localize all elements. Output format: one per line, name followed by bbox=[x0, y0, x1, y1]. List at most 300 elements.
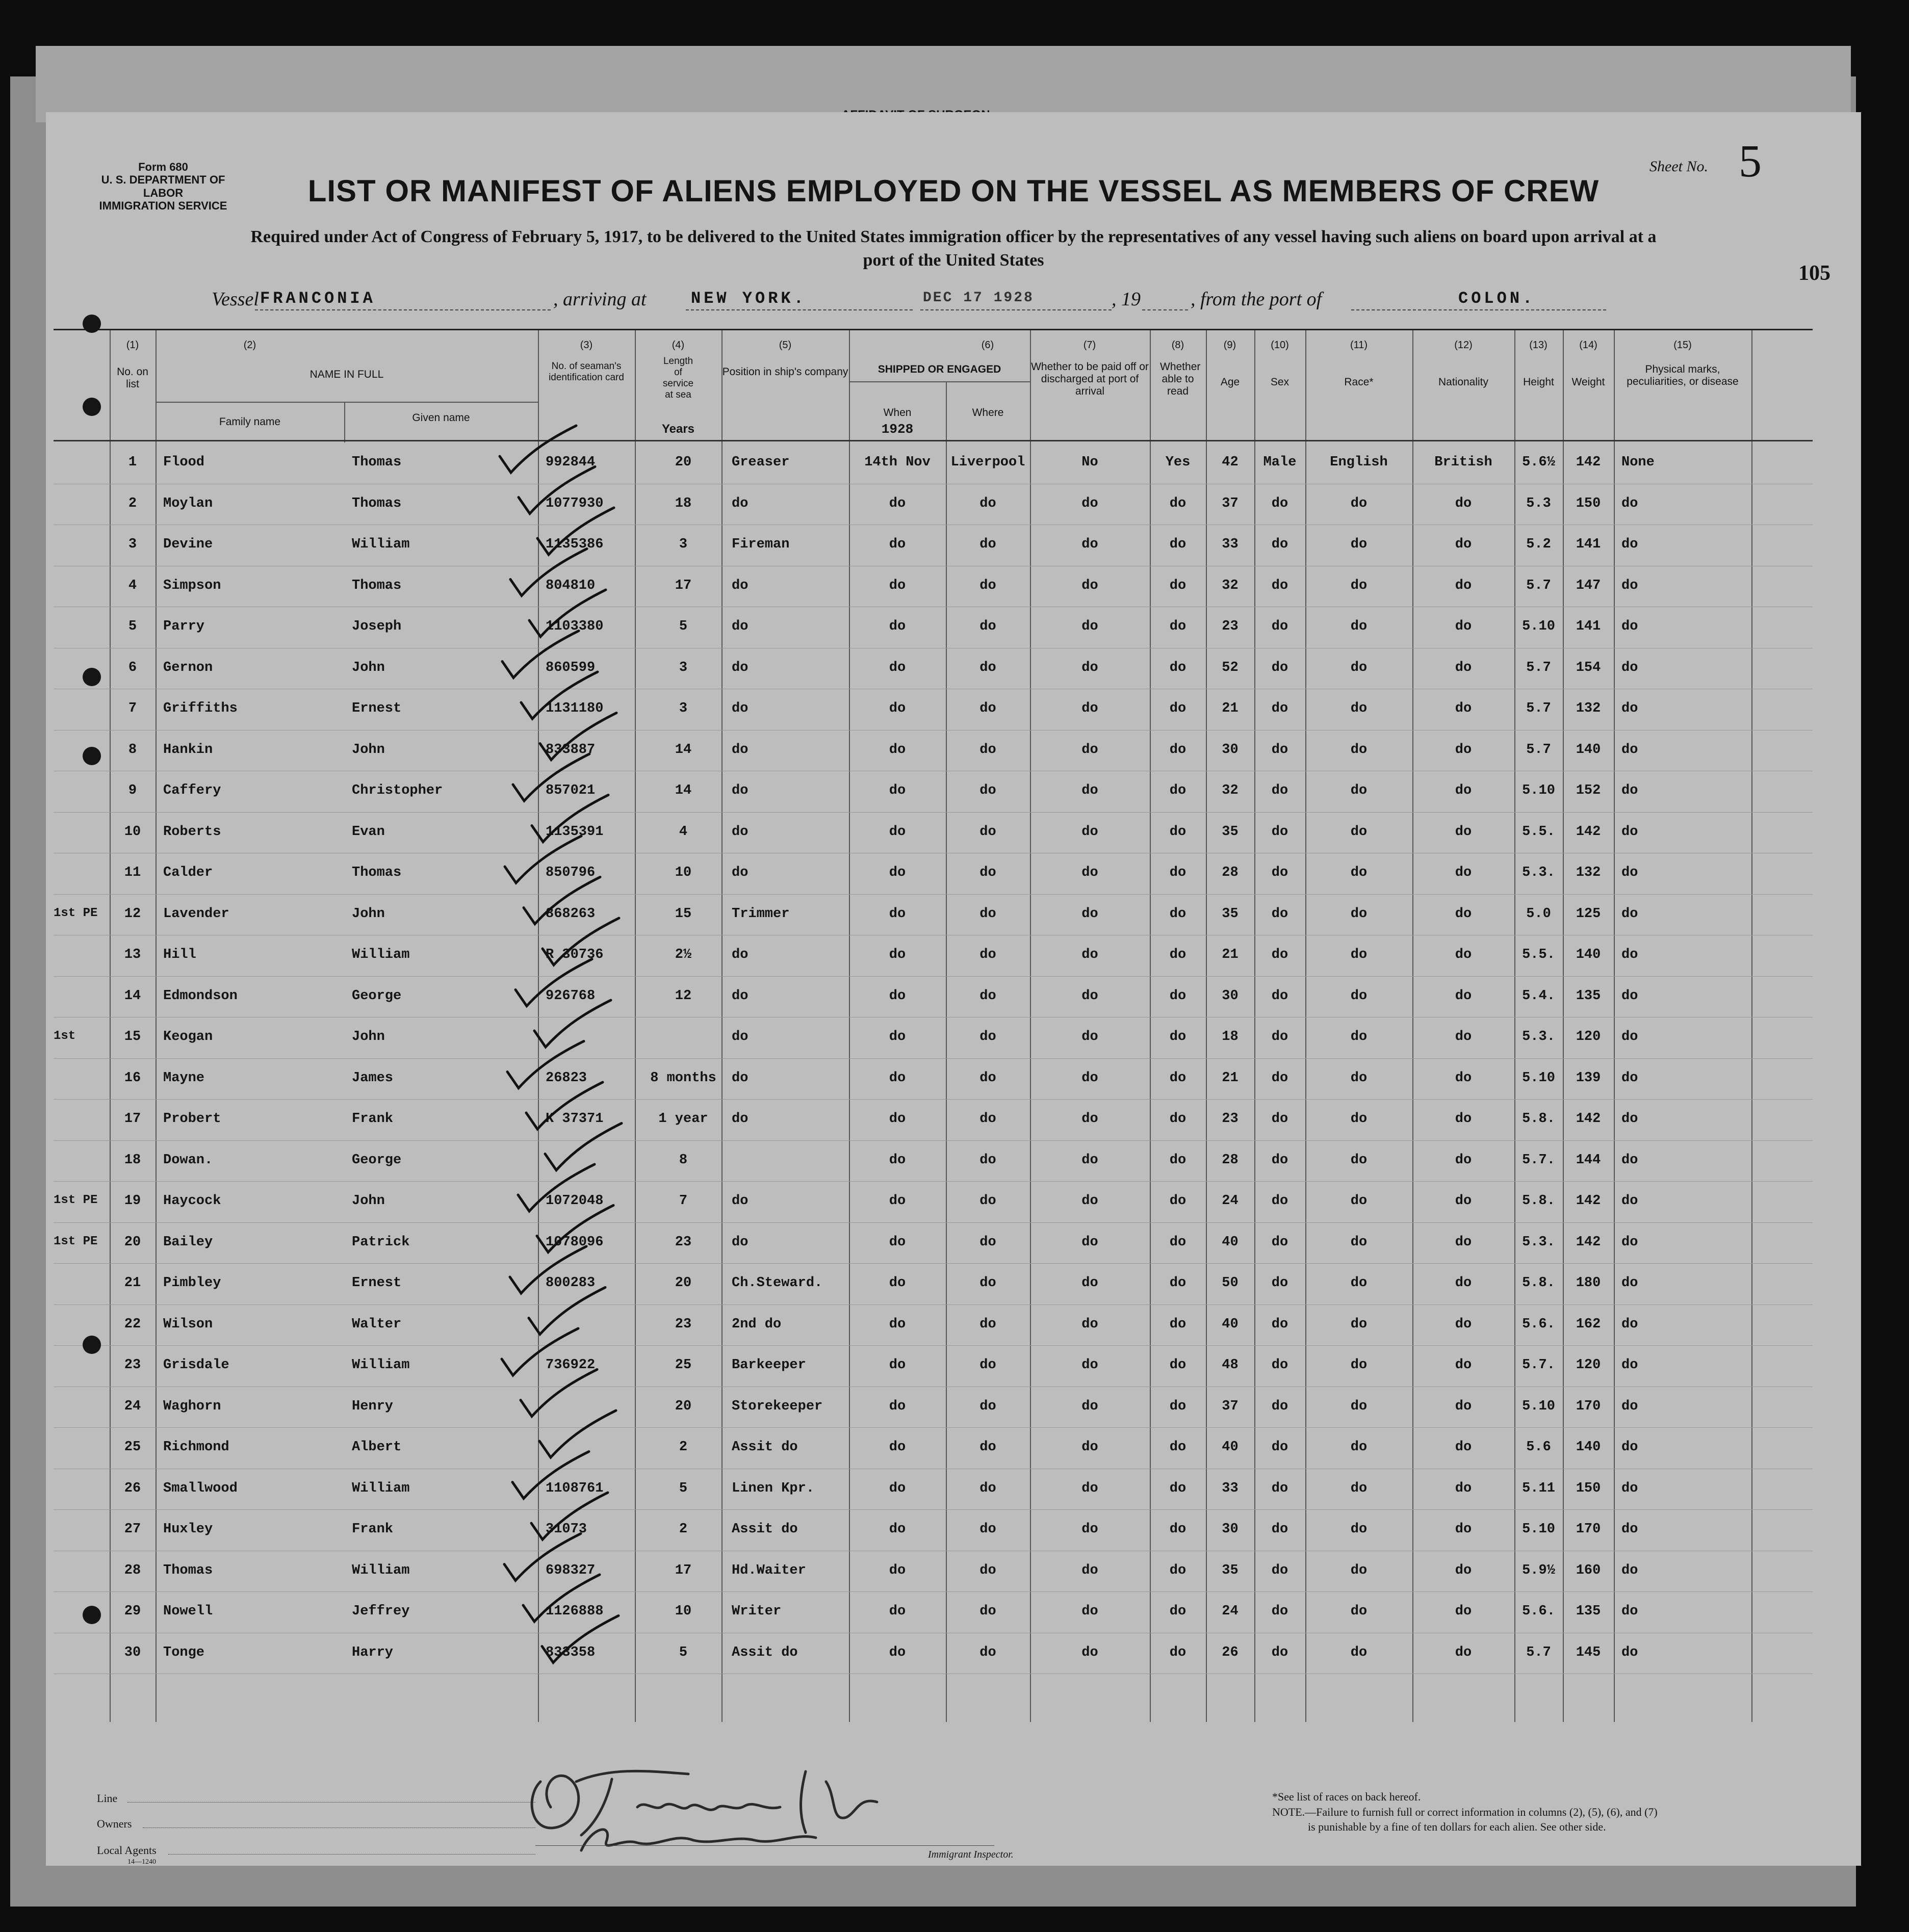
ship-position: Storekeeper bbox=[732, 1398, 823, 1414]
physical-marks: do bbox=[1621, 947, 1638, 962]
age: 28 bbox=[1222, 1152, 1239, 1168]
ship-position: do bbox=[732, 701, 749, 716]
able-to-read: do bbox=[1169, 742, 1186, 758]
family-name: Calder bbox=[163, 865, 213, 880]
weight: 135 bbox=[1576, 988, 1601, 1004]
race: do bbox=[1350, 947, 1368, 962]
sex: do bbox=[1271, 1440, 1288, 1455]
height: 5.3. bbox=[1522, 865, 1555, 880]
able-to-read: do bbox=[1169, 701, 1186, 716]
paid-off: do bbox=[1081, 947, 1098, 962]
given-name: Albert bbox=[352, 1440, 402, 1455]
vessel-name: FRANCONIA bbox=[260, 289, 376, 308]
shipped-when: do bbox=[889, 906, 906, 922]
length-of-service: 2 bbox=[679, 1440, 688, 1455]
column-number: (1) bbox=[126, 340, 139, 351]
seaman-card-number: 1135386 bbox=[546, 537, 604, 552]
physical-marks: do bbox=[1621, 865, 1638, 880]
row-number: 12 bbox=[124, 906, 141, 922]
paid-off: do bbox=[1081, 537, 1098, 552]
shipped-when: do bbox=[889, 824, 906, 840]
header-race: Race* bbox=[1344, 376, 1374, 388]
physical-marks: do bbox=[1621, 742, 1638, 758]
shipped-where: do bbox=[979, 783, 996, 798]
race: do bbox=[1350, 1152, 1368, 1168]
shipped-when: do bbox=[889, 1275, 906, 1291]
header-given-name: Given name bbox=[412, 412, 470, 424]
age: 40 bbox=[1222, 1234, 1239, 1250]
shipped-where: do bbox=[979, 1234, 996, 1250]
age: 37 bbox=[1222, 495, 1239, 511]
length-of-service: 2 bbox=[679, 1522, 688, 1537]
shipped-when: do bbox=[889, 1644, 906, 1660]
checkmark bbox=[523, 1575, 600, 1622]
physical-marks: do bbox=[1621, 1111, 1638, 1127]
row-number: 22 bbox=[124, 1316, 141, 1332]
shipped-when: do bbox=[889, 701, 906, 716]
row-number: 4 bbox=[128, 578, 137, 593]
seaman-card-number: 1077930 bbox=[546, 495, 604, 511]
nationality: do bbox=[1455, 1111, 1472, 1127]
ship-position: Fireman bbox=[732, 537, 790, 552]
family-name: Griffiths bbox=[163, 701, 238, 716]
shipped-where: do bbox=[979, 1398, 996, 1414]
weight: 140 bbox=[1576, 947, 1601, 962]
shipped-when: do bbox=[889, 1522, 906, 1537]
checkmark bbox=[545, 1124, 622, 1170]
race: do bbox=[1350, 619, 1368, 634]
shipped-where: do bbox=[979, 1440, 996, 1455]
given-name: Thomas bbox=[352, 865, 402, 880]
paid-off: do bbox=[1081, 1604, 1098, 1619]
family-name: Smallwood bbox=[163, 1480, 238, 1496]
shipped-where: do bbox=[979, 1070, 996, 1086]
column-number: (9) bbox=[1223, 340, 1236, 351]
shipped-where: do bbox=[979, 701, 996, 716]
family-name: Thomas bbox=[163, 1562, 213, 1578]
weight: 180 bbox=[1576, 1275, 1601, 1291]
height: 5.2 bbox=[1526, 537, 1551, 552]
shipped-where: do bbox=[979, 660, 996, 675]
ship-position: 2nd do bbox=[732, 1316, 782, 1332]
shipped-where: do bbox=[979, 742, 996, 758]
race: do bbox=[1350, 495, 1368, 511]
nationality: do bbox=[1455, 1070, 1472, 1086]
family-name: Lavender bbox=[163, 906, 229, 922]
nationality: do bbox=[1455, 824, 1472, 840]
given-name: George bbox=[352, 1152, 402, 1168]
shipped-where: do bbox=[979, 1029, 996, 1045]
weight: 125 bbox=[1576, 906, 1601, 922]
weight: 170 bbox=[1576, 1522, 1601, 1537]
row-number: 23 bbox=[124, 1357, 141, 1373]
subtitle-line-1: Required under Act of Congress of February 5, 1917, to be delivered to the United States immigration officer by the representatives of any vessel having such aliens on board upon arrival at a bbox=[250, 227, 1657, 246]
physical-marks: do bbox=[1621, 1398, 1638, 1414]
nationality: do bbox=[1455, 1522, 1472, 1537]
weight: 162 bbox=[1576, 1316, 1601, 1332]
shipped-when: 14th Nov bbox=[864, 455, 931, 470]
sex: do bbox=[1271, 1480, 1288, 1496]
row-number: 18 bbox=[124, 1152, 141, 1168]
age: 21 bbox=[1222, 701, 1239, 716]
given-name: Thomas bbox=[352, 495, 402, 511]
nationality: do bbox=[1455, 619, 1472, 634]
header-nationality: Nationality bbox=[1438, 376, 1489, 388]
seaman-card-number: 926768 bbox=[546, 988, 596, 1004]
seaman-card-number: R 30736 bbox=[546, 947, 604, 962]
shipped-when: do bbox=[889, 660, 906, 675]
shipped-where: do bbox=[979, 1480, 996, 1496]
physical-marks: do bbox=[1621, 1604, 1638, 1619]
ship-position: do bbox=[732, 1070, 749, 1086]
paid-off: do bbox=[1081, 1234, 1098, 1250]
sex: do bbox=[1271, 1522, 1288, 1537]
header-name-in-full: NAME IN FULL bbox=[309, 369, 384, 380]
able-to-read: do bbox=[1169, 1562, 1186, 1578]
shipped-where: Liverpool bbox=[950, 455, 1025, 470]
family-name: Tonge bbox=[163, 1644, 205, 1660]
height: 5.8. bbox=[1522, 1193, 1555, 1209]
weight: 132 bbox=[1576, 701, 1601, 716]
nationality: do bbox=[1455, 1480, 1472, 1496]
paid-off: do bbox=[1081, 578, 1098, 593]
able-to-read: do bbox=[1169, 1152, 1186, 1168]
column-number: (10) bbox=[1271, 340, 1289, 351]
age: 40 bbox=[1222, 1440, 1239, 1455]
row-number: 13 bbox=[124, 947, 141, 962]
weight: 120 bbox=[1576, 1029, 1601, 1045]
length-of-service: 5 bbox=[679, 1480, 688, 1496]
given-name: William bbox=[352, 1357, 410, 1373]
family-name: Keogan bbox=[163, 1029, 213, 1045]
year-label: , 19 bbox=[1112, 289, 1141, 310]
able-to-read: do bbox=[1169, 1644, 1186, 1660]
checkmark bbox=[521, 1370, 597, 1417]
able-to-read: do bbox=[1169, 495, 1186, 511]
column-number: (2) bbox=[243, 340, 256, 351]
sex: do bbox=[1271, 906, 1288, 922]
height: 5.7. bbox=[1522, 1357, 1555, 1373]
header-sex: Sex bbox=[1270, 376, 1289, 388]
physical-marks: do bbox=[1621, 783, 1638, 798]
family-name: Huxley bbox=[163, 1522, 213, 1537]
length-of-service: 10 bbox=[675, 865, 692, 880]
able-to-read: do bbox=[1169, 1316, 1186, 1332]
family-name: Hill bbox=[163, 947, 196, 962]
physical-marks: do bbox=[1621, 1070, 1638, 1086]
weight: 160 bbox=[1576, 1562, 1601, 1578]
seaman-card-number: 992844 bbox=[546, 455, 596, 470]
header-no-on-list: No. on list bbox=[117, 366, 148, 390]
sex: do bbox=[1271, 1029, 1288, 1045]
physical-marks: do bbox=[1621, 824, 1638, 840]
sex: do bbox=[1271, 1070, 1288, 1086]
physical-marks: do bbox=[1621, 1152, 1638, 1168]
shipped-when: do bbox=[889, 1562, 906, 1578]
given-name: James bbox=[352, 1070, 394, 1086]
sex: do bbox=[1271, 783, 1288, 798]
age: 33 bbox=[1222, 537, 1239, 552]
margin-note: 1st PE bbox=[54, 906, 98, 920]
age: 30 bbox=[1222, 742, 1239, 758]
nationality: do bbox=[1455, 1152, 1472, 1168]
row-number: 7 bbox=[128, 701, 137, 716]
row-number: 21 bbox=[124, 1275, 141, 1291]
race: do bbox=[1350, 1562, 1368, 1578]
age: 23 bbox=[1222, 1111, 1239, 1127]
length-of-service: 17 bbox=[675, 1562, 692, 1578]
age: 21 bbox=[1222, 1070, 1239, 1086]
ship-position: do bbox=[732, 1193, 749, 1209]
checkmark bbox=[529, 590, 606, 637]
margin-note: 1st PE bbox=[54, 1234, 98, 1248]
shipped-when: do bbox=[889, 495, 906, 511]
paid-off: No bbox=[1081, 455, 1098, 470]
row-number: 5 bbox=[128, 619, 137, 634]
paid-off: do bbox=[1081, 742, 1098, 758]
paid-off: do bbox=[1081, 619, 1098, 634]
length-of-service: 12 bbox=[675, 988, 692, 1004]
weight: 144 bbox=[1576, 1152, 1601, 1168]
physical-marks: do bbox=[1621, 1562, 1638, 1578]
sex: do bbox=[1271, 865, 1288, 880]
checkmark bbox=[524, 877, 600, 924]
age: 52 bbox=[1222, 660, 1239, 675]
age: 23 bbox=[1222, 619, 1239, 634]
shipped-when: do bbox=[889, 1070, 906, 1086]
physical-marks: do bbox=[1621, 537, 1638, 552]
seaman-card-number: 804810 bbox=[546, 578, 596, 593]
manifest-page bbox=[46, 112, 1861, 1866]
given-name: Harry bbox=[352, 1644, 394, 1660]
physical-marks: do bbox=[1621, 988, 1638, 1004]
height: 5.3. bbox=[1522, 1234, 1555, 1250]
race: do bbox=[1350, 1316, 1368, 1332]
length-of-service: 5 bbox=[679, 619, 688, 634]
weight: 141 bbox=[1576, 619, 1601, 634]
shipped-when: do bbox=[889, 865, 906, 880]
able-to-read: do bbox=[1169, 906, 1186, 922]
inspector-signature bbox=[520, 1751, 928, 1858]
length-of-service: 17 bbox=[675, 578, 692, 593]
shipped-when: do bbox=[889, 1604, 906, 1619]
column-number: (6) bbox=[981, 340, 994, 351]
age: 48 bbox=[1222, 1357, 1239, 1373]
page-title: LIST OR MANIFEST OF ALIENS EMPLOYED ON THE VESSEL AS MEMBERS OF CREW bbox=[307, 174, 1600, 208]
family-name: Parry bbox=[163, 619, 205, 634]
shipped-when: do bbox=[889, 1398, 906, 1414]
seaman-card-number: 868263 bbox=[546, 906, 596, 922]
weight: 150 bbox=[1576, 495, 1601, 511]
row-number: 27 bbox=[124, 1522, 141, 1537]
height: 5.5. bbox=[1522, 824, 1555, 840]
ship-position: do bbox=[732, 1234, 749, 1250]
weight: 152 bbox=[1576, 783, 1601, 798]
race: do bbox=[1350, 1029, 1368, 1045]
sex: do bbox=[1271, 578, 1288, 593]
row-number: 3 bbox=[128, 537, 137, 552]
race: do bbox=[1350, 1193, 1368, 1209]
given-name: William bbox=[352, 1562, 410, 1578]
from-label: , from the port of bbox=[1191, 289, 1322, 310]
physical-marks: do bbox=[1621, 1440, 1638, 1455]
given-name: William bbox=[352, 947, 410, 962]
column-number: (5) bbox=[779, 340, 792, 351]
age: 32 bbox=[1222, 783, 1239, 798]
shipped-when: do bbox=[889, 1193, 906, 1209]
given-name: Ernest bbox=[352, 1275, 402, 1291]
punch-hole bbox=[83, 315, 101, 333]
sex: do bbox=[1271, 1604, 1288, 1619]
able-to-read: do bbox=[1169, 988, 1186, 1004]
shipped-when: do bbox=[889, 783, 906, 798]
race: do bbox=[1350, 1604, 1368, 1619]
nationality: do bbox=[1455, 865, 1472, 880]
row-number: 30 bbox=[124, 1644, 141, 1660]
shipped-where: do bbox=[979, 1357, 996, 1373]
race: do bbox=[1350, 1111, 1368, 1127]
seaman-card-number: 1072048 bbox=[546, 1193, 604, 1209]
sex: do bbox=[1271, 537, 1288, 552]
weight: 147 bbox=[1576, 578, 1601, 593]
paid-off: do bbox=[1081, 1193, 1098, 1209]
length-of-service: 2½ bbox=[675, 947, 692, 962]
nationality: do bbox=[1455, 578, 1472, 593]
height: 5.10 bbox=[1522, 1398, 1555, 1414]
height: 5.6. bbox=[1522, 1316, 1555, 1332]
race: do bbox=[1350, 1070, 1368, 1086]
seaman-card-number: 850796 bbox=[546, 865, 596, 880]
row-number: 6 bbox=[128, 660, 137, 675]
seaman-card-number: 698327 bbox=[546, 1562, 596, 1578]
row-number: 11 bbox=[124, 865, 141, 880]
arriving-label: , arriving at bbox=[553, 289, 647, 310]
checkmark bbox=[532, 795, 608, 842]
length-of-service: 18 bbox=[675, 495, 692, 511]
length-of-service: 8 bbox=[679, 1152, 688, 1168]
checkmark bbox=[500, 426, 576, 473]
able-to-read: do bbox=[1169, 1193, 1186, 1209]
age: 18 bbox=[1222, 1029, 1239, 1045]
family-name: Edmondson bbox=[163, 988, 238, 1004]
ship-position: Ch.Steward. bbox=[732, 1275, 823, 1291]
age: 50 bbox=[1222, 1275, 1239, 1291]
inspector-checkmarks bbox=[46, 112, 1861, 1866]
able-to-read: do bbox=[1169, 1398, 1186, 1414]
ship-position: do bbox=[732, 988, 749, 1004]
age: 35 bbox=[1222, 906, 1239, 922]
ship-position: Assit do bbox=[732, 1522, 798, 1537]
shipped-where: do bbox=[979, 1152, 996, 1168]
nationality: do bbox=[1455, 742, 1472, 758]
height: 5.6. bbox=[1522, 1604, 1555, 1619]
nationality: British bbox=[1434, 455, 1492, 470]
family-name: Devine bbox=[163, 537, 213, 552]
note-fine: is punishable by a fine of ten dollars for each alien. See other side. bbox=[1308, 1820, 1606, 1834]
physical-marks: do bbox=[1621, 701, 1638, 716]
sex: do bbox=[1271, 947, 1288, 962]
paid-off: do bbox=[1081, 1357, 1098, 1373]
able-to-read: do bbox=[1169, 1440, 1186, 1455]
age: 33 bbox=[1222, 1480, 1239, 1496]
paid-off: do bbox=[1081, 1440, 1098, 1455]
sex: do bbox=[1271, 1152, 1288, 1168]
nationality: do bbox=[1455, 1193, 1472, 1209]
given-name: Jeffrey bbox=[352, 1604, 410, 1619]
length-of-service: 14 bbox=[675, 783, 692, 798]
punch-hole bbox=[83, 747, 101, 765]
paid-off: do bbox=[1081, 865, 1098, 880]
age: 24 bbox=[1222, 1604, 1239, 1619]
nationality: do bbox=[1455, 537, 1472, 552]
sex: Male bbox=[1263, 455, 1297, 470]
ship-position: Greaser bbox=[732, 455, 790, 470]
able-to-read: do bbox=[1169, 1604, 1186, 1619]
from-port: COLON. bbox=[1458, 289, 1536, 308]
column-number: (12) bbox=[1454, 340, 1473, 351]
shipped-where: do bbox=[979, 1604, 996, 1619]
seaman-card-number: 26823 bbox=[546, 1070, 587, 1086]
family-name: Hankin bbox=[163, 742, 213, 758]
family-name: Flood bbox=[163, 455, 205, 470]
header-when: When bbox=[883, 407, 912, 419]
checkmark bbox=[521, 672, 598, 719]
column-number: (14) bbox=[1579, 340, 1597, 351]
ship-position: do bbox=[732, 495, 749, 511]
nationality: do bbox=[1455, 1029, 1472, 1045]
shipped-when: do bbox=[889, 988, 906, 1004]
length-of-service: 15 bbox=[675, 906, 692, 922]
physical-marks: None bbox=[1621, 455, 1655, 470]
race: do bbox=[1350, 865, 1368, 880]
shipped-where: do bbox=[979, 1111, 996, 1127]
row-number: 10 bbox=[124, 824, 141, 840]
paid-off: do bbox=[1081, 1398, 1098, 1414]
row-number: 20 bbox=[124, 1234, 141, 1250]
paid-off: do bbox=[1081, 1275, 1098, 1291]
age: 32 bbox=[1222, 578, 1239, 593]
ship-position: Writer bbox=[732, 1604, 782, 1619]
arriving-port: NEW YORK. bbox=[691, 289, 807, 308]
length-of-service: 14 bbox=[675, 742, 692, 758]
nationality: do bbox=[1455, 906, 1472, 922]
sheet-value: 5 bbox=[1739, 136, 1762, 187]
seaman-card-number: 1108761 bbox=[546, 1480, 604, 1496]
height: 5.7 bbox=[1526, 1644, 1551, 1660]
sex: do bbox=[1271, 701, 1288, 716]
weight: 142 bbox=[1576, 1193, 1601, 1209]
row-number: 24 bbox=[124, 1398, 141, 1414]
shipped-where: do bbox=[979, 947, 996, 962]
sex: do bbox=[1271, 1357, 1288, 1373]
header-shipped-engaged: SHIPPED OR ENGAGED bbox=[878, 363, 1001, 375]
able-to-read: do bbox=[1169, 619, 1186, 634]
family-name: Moylan bbox=[163, 495, 213, 511]
shipped-when: do bbox=[889, 537, 906, 552]
sex: do bbox=[1271, 1193, 1288, 1209]
race: do bbox=[1350, 537, 1368, 552]
seaman-card-number: 736922 bbox=[546, 1357, 596, 1373]
paid-off: do bbox=[1081, 701, 1098, 716]
shipped-when: do bbox=[889, 578, 906, 593]
physical-marks: do bbox=[1621, 495, 1638, 511]
length-of-service: 4 bbox=[679, 824, 688, 840]
race: do bbox=[1350, 824, 1368, 840]
shipped-where: do bbox=[979, 1316, 996, 1332]
inspector-label: Immigrant Inspector. bbox=[928, 1849, 1014, 1860]
given-name: Frank bbox=[352, 1111, 394, 1127]
height: 5.10 bbox=[1522, 1522, 1555, 1537]
